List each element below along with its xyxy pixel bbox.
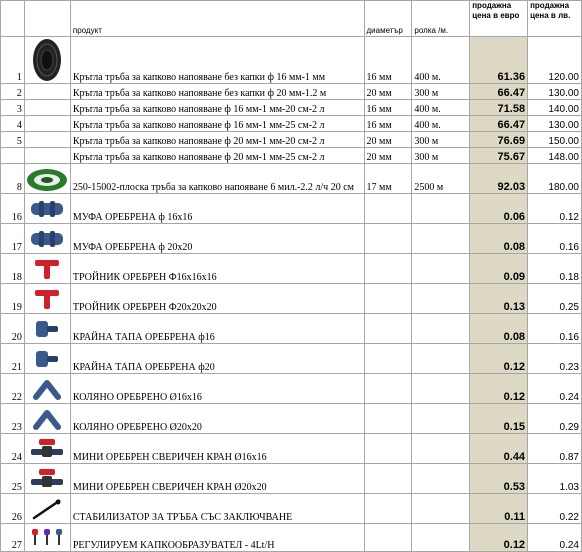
roll-cell: 400 м.	[412, 100, 470, 116]
row-number: 25	[1, 464, 25, 494]
price-lev-cell: 0.16	[528, 224, 582, 254]
row-number: 5	[1, 132, 25, 148]
row-number: 21	[1, 344, 25, 374]
diameter-cell: 20 мм	[364, 148, 412, 164]
table-row	[1, 84, 582, 100]
roll-cell: 400 м.	[412, 37, 470, 84]
product-name: РЕГУЛИРУЕМ КАПКООБРАЗУВАТЕЛ - 4Lt/H	[70, 524, 364, 552]
price-lev-cell: 130.00	[528, 116, 582, 132]
diameter-cell	[364, 434, 412, 464]
diameter-cell	[364, 224, 412, 254]
header-row	[1, 1, 582, 37]
roll-cell	[412, 194, 470, 224]
stake-icon	[25, 497, 70, 521]
price-lev-cell: 148.00	[528, 148, 582, 164]
product-name: МУФА ОРЕБРЕНА ф 20х20	[70, 224, 364, 254]
product-image	[24, 194, 70, 224]
product-image	[24, 494, 70, 524]
price-eur-cell: 66.47	[470, 84, 528, 100]
price-lev-cell: 0.12	[528, 194, 582, 224]
table-row	[1, 148, 582, 164]
table-row	[1, 314, 582, 344]
diameter-cell	[364, 494, 412, 524]
end-cap-icon	[25, 347, 70, 371]
price-lev-cell: 150.00	[528, 132, 582, 148]
roll-cell	[412, 284, 470, 314]
row-number: 3	[1, 100, 25, 116]
row-number: 1	[1, 37, 25, 84]
price-lev-cell: 0.22	[528, 494, 582, 524]
end-cap-icon	[25, 317, 70, 341]
table-row	[1, 434, 582, 464]
product-name: Кръгла тръба за капково напояване без капки ф 20 мм-1.2 м	[70, 84, 364, 100]
price-eur-cell: 0.12	[470, 374, 528, 404]
row-number: 24	[1, 434, 25, 464]
header-price-lev: продажна цена в лв.	[528, 1, 582, 37]
product-image	[24, 464, 70, 494]
product-name: Кръгла тръба за капково напояване ф 20 мм-1 мм-20 см-2 л	[70, 132, 364, 148]
price-eur-cell: 0.15	[470, 404, 528, 434]
price-lev-cell: 180.00	[528, 164, 582, 194]
price-eur-cell: 0.08	[470, 224, 528, 254]
row-number: 4	[1, 116, 25, 132]
price-eur-cell: 0.08	[470, 314, 528, 344]
product-image	[24, 314, 70, 344]
valve-icon	[25, 467, 70, 491]
header-price-eur: продажна цена в евро	[470, 1, 528, 37]
table-row	[1, 494, 582, 524]
coupling-icon	[25, 198, 70, 220]
product-image	[24, 116, 70, 132]
table-row	[1, 284, 582, 314]
roll-cell: 300 м	[412, 132, 470, 148]
price-lev-cell: 140.00	[528, 100, 582, 116]
header-num	[1, 1, 25, 37]
roll-cell	[412, 494, 470, 524]
roll-cell	[412, 464, 470, 494]
product-name: СТАБИЛИЗАТОР ЗА ТРЪБА СЪС ЗАКЛЮЧВАНЕ	[70, 494, 364, 524]
product-image	[24, 37, 70, 84]
product-image	[24, 224, 70, 254]
roll-cell: 400 м.	[412, 116, 470, 132]
price-lev-cell: 0.23	[528, 344, 582, 374]
roll-cell: 300 м	[412, 84, 470, 100]
price-lev-cell: 0.24	[528, 524, 582, 552]
product-name: МИНИ ОРЕБРЕН СВЕРИЧЕН КРАН Ø16х16	[70, 434, 364, 464]
product-name: МУФА ОРЕБРЕНА ф 16х16	[70, 194, 364, 224]
diameter-cell: 17 мм	[364, 164, 412, 194]
diameter-cell	[364, 374, 412, 404]
diameter-cell: 16 мм	[364, 37, 412, 84]
coupling-icon	[25, 228, 70, 250]
price-eur-cell: 0.13	[470, 284, 528, 314]
table-row	[1, 132, 582, 148]
flat-tape-icon	[25, 165, 70, 193]
product-image	[24, 404, 70, 434]
price-lev-cell: 0.87	[528, 434, 582, 464]
price-eur-cell: 92.03	[470, 164, 528, 194]
product-name: МИНИ ОРЕБРЕН СВЕРИЧЕН КРАН Ø20х20	[70, 464, 364, 494]
row-number: 19	[1, 284, 25, 314]
product-name: КОЛЯНО ОРЕБРЕНО Ø16х16	[70, 374, 364, 404]
product-name: ТРОЙНИК ОРЕБРЕН Ф16х16х16	[70, 254, 364, 284]
diameter-cell	[364, 284, 412, 314]
row-number: 16	[1, 194, 25, 224]
price-eur-cell: 61.36	[470, 37, 528, 84]
table-row	[1, 224, 582, 254]
diameter-cell	[364, 344, 412, 374]
product-image	[24, 344, 70, 374]
row-number: 22	[1, 374, 25, 404]
diameter-cell: 20 мм	[364, 132, 412, 148]
row-number: 26	[1, 494, 25, 524]
table-row	[1, 164, 582, 194]
diameter-cell	[364, 314, 412, 344]
row-number: 17	[1, 224, 25, 254]
tee-icon	[25, 287, 70, 311]
product-name: Кръгла тръба за капково напояване ф 16 мм-1 мм-25 см-2 л	[70, 116, 364, 132]
table-row	[1, 254, 582, 284]
table-row	[1, 100, 582, 116]
elbow-icon	[25, 407, 70, 431]
tee-icon	[25, 257, 70, 281]
roll-cell	[412, 434, 470, 464]
product-name: 250-15002-плоска тръба за капково напояване 6 мил.-2.2 л/ч 20 см	[70, 164, 364, 194]
price-lev-cell: 1.03	[528, 464, 582, 494]
table-row	[1, 344, 582, 374]
product-name: КРАЙНА ТАПА ОРЕБРЕНА ф20	[70, 344, 364, 374]
price-eur-cell: 75.67	[470, 148, 528, 164]
table-row	[1, 464, 582, 494]
price-eur-cell: 71.58	[470, 100, 528, 116]
row-number: 18	[1, 254, 25, 284]
product-image	[24, 148, 70, 164]
row-number: 27	[1, 524, 25, 552]
product-name: КОЛЯНО ОРЕБРЕНО Ø20х20	[70, 404, 364, 434]
header-image	[24, 1, 70, 37]
roll-cell	[412, 314, 470, 344]
header-roll: ролка /м.	[412, 1, 470, 37]
elbow-icon	[25, 377, 70, 401]
roll-cell	[412, 224, 470, 254]
price-lev-cell: 0.16	[528, 314, 582, 344]
header-product: продукт	[70, 1, 364, 37]
header-diameter: диаметър	[364, 1, 412, 37]
table-row	[1, 374, 582, 404]
price-eur-cell: 0.53	[470, 464, 528, 494]
diameter-cell: 20 мм	[364, 84, 412, 100]
price-lev-cell: 0.25	[528, 284, 582, 314]
roll-cell	[412, 374, 470, 404]
product-image	[24, 164, 70, 194]
roll-cell: 2500 м	[412, 164, 470, 194]
product-image	[24, 374, 70, 404]
roll-cell	[412, 254, 470, 284]
price-lev-cell: 130.00	[528, 84, 582, 100]
roll-cell: 300 м	[412, 148, 470, 164]
pipe-coil-icon	[25, 37, 70, 83]
table-row	[1, 37, 582, 84]
price-lev-cell: 0.18	[528, 254, 582, 284]
product-name: Кръгла тръба за капково напояване без капки ф 16 мм-1 мм	[70, 37, 364, 84]
row-number: 20	[1, 314, 25, 344]
product-name: Кръгла тръба за капково напояване ф 20 мм-1 мм-25 см-2 л	[70, 148, 364, 164]
product-name: КРАЙНА ТАПА ОРЕБРЕНА ф16	[70, 314, 364, 344]
diameter-cell	[364, 464, 412, 494]
product-image	[24, 132, 70, 148]
diameter-cell: 16 мм	[364, 100, 412, 116]
price-lev-cell: 120.00	[528, 37, 582, 84]
product-name: Кръгла тръба за капково напояване ф 16 мм-1 мм-20 см-2 л	[70, 100, 364, 116]
table-row	[1, 404, 582, 434]
product-image	[24, 434, 70, 464]
roll-cell	[412, 404, 470, 434]
product-image	[24, 284, 70, 314]
product-image	[24, 100, 70, 116]
diameter-cell	[364, 404, 412, 434]
row-number	[1, 148, 25, 164]
valve-icon	[25, 437, 70, 461]
table-row	[1, 194, 582, 224]
price-eur-cell: 66.47	[470, 116, 528, 132]
price-eur-cell: 0.09	[470, 254, 528, 284]
price-lev-cell: 0.29	[528, 404, 582, 434]
product-name: ТРОЙНИК ОРЕБРЕН Ф20х20х20	[70, 284, 364, 314]
product-image	[24, 84, 70, 100]
row-number: 8	[1, 164, 25, 194]
row-number: 23	[1, 404, 25, 434]
price-eur-cell: 0.12	[470, 524, 528, 552]
price-eur-cell: 0.44	[470, 434, 528, 464]
price-eur-cell: 76.69	[470, 132, 528, 148]
roll-cell	[412, 344, 470, 374]
diameter-cell	[364, 194, 412, 224]
price-eur-cell: 0.11	[470, 494, 528, 524]
product-image	[24, 254, 70, 284]
row-number: 2	[1, 84, 25, 100]
price-eur-cell: 0.06	[470, 194, 528, 224]
table-row	[1, 116, 582, 132]
price-eur-cell: 0.12	[470, 344, 528, 374]
diameter-cell	[364, 254, 412, 284]
diameter-cell: 16 мм	[364, 116, 412, 132]
price-lev-cell: 0.24	[528, 374, 582, 404]
